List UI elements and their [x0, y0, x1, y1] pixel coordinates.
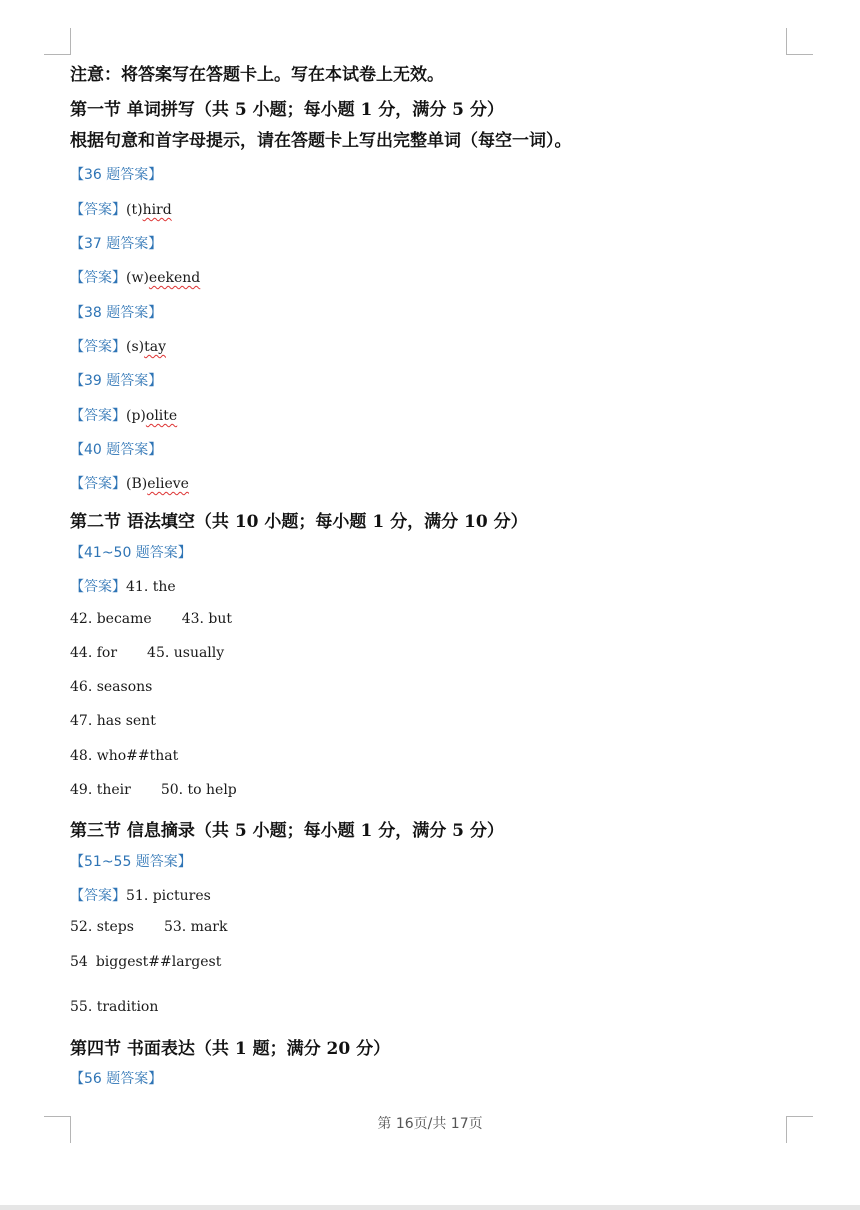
section-4-title: 第四节 书面表达（共 1 题；满分 20 分）: [70, 1039, 391, 1059]
q40-answer: [70, 473, 189, 493]
answer-row: [70, 782, 237, 798]
answer-50: 50. to help: [160, 782, 237, 798]
page-corner-mark: [786, 28, 813, 55]
answer-42: 42. became: [70, 611, 152, 627]
answer-tag: 【答案】: [70, 270, 126, 286]
page-corner-mark: [44, 28, 71, 55]
answer-45: 45. usually: [147, 645, 225, 661]
answer-tag: 【答案】: [70, 888, 126, 904]
answer-43: 43. but: [181, 611, 233, 627]
answer-tag: 【答案】: [70, 339, 126, 355]
section-3-title: 第三节 信息摘录（共 5 小题；每小题 1 分，满分 5 分）: [70, 821, 504, 841]
q38-label: 【38 题答案】: [70, 305, 163, 321]
answer-46: 46. seasons: [70, 679, 153, 695]
section-2-title: 第二节 语法填空（共 10 小题；每小题 1 分，满分 10 分）: [70, 512, 528, 532]
answer-word: olite: [145, 408, 178, 424]
answer-word: hird: [142, 202, 172, 218]
q41-answer: [70, 576, 176, 596]
answer-55: 55. tradition: [70, 999, 159, 1015]
answer-word: elieve: [147, 476, 189, 492]
answer-text: 41. the: [126, 579, 176, 595]
answer-row: [70, 919, 227, 935]
q40-label: 【40 题答案】: [70, 442, 163, 458]
answer-prefix: (s): [126, 339, 145, 355]
answer-prefix: (B): [126, 476, 148, 492]
answer-tag: 【答案】: [70, 408, 126, 424]
answer-53: 53. mark: [163, 919, 228, 935]
answer-word: eekend: [148, 270, 201, 286]
notice: 注意：将答案写在答题卡上。写在本试卷上无效。: [70, 65, 444, 85]
q51-55-label: 【51~55 题答案】: [70, 854, 192, 870]
answer-text: 51. pictures: [126, 888, 211, 904]
q39-answer: [70, 405, 177, 425]
answer-row: [70, 954, 221, 970]
answer-row: [70, 645, 224, 661]
answer-tag: 【答案】: [70, 476, 126, 492]
q37-answer: [70, 267, 200, 287]
answer-54-number: 54: [70, 954, 88, 970]
answer-47: 47. has sent: [70, 713, 156, 729]
q36-answer: [70, 199, 172, 219]
answer-prefix: (w): [126, 270, 149, 286]
bottom-scrollbar[interactable]: [0, 1205, 860, 1210]
section-1-title: 第一节 单词拼写（共 5 小题；每小题 1 分，满分 5 分）: [70, 100, 504, 120]
answer-49: 49. their: [70, 782, 131, 798]
answer-44: 44. for: [70, 645, 118, 661]
q38-answer: [70, 336, 166, 356]
q39-label: 【39 题答案】: [70, 373, 163, 389]
answer-prefix: (p): [126, 408, 146, 424]
answer-prefix: (t): [126, 202, 143, 218]
section-1-instruction: 根据句意和首字母提示，请在答题卡上写出完整单词（每空一词）。: [70, 131, 572, 151]
answer-52: 52. steps: [70, 919, 134, 935]
answer-word: tay: [144, 339, 166, 355]
answer-54: biggest##largest: [95, 954, 222, 970]
answer-tag: 【答案】: [70, 202, 126, 218]
q36-label: 【36 题答案】: [70, 167, 163, 183]
q51-answer: [70, 885, 211, 905]
page-footer: 第 16页/共 17页: [377, 1116, 483, 1132]
q41-50-label: 【41~50 题答案】: [70, 545, 192, 561]
answer-row: [70, 611, 232, 627]
answer-tag: 【答案】: [70, 579, 126, 595]
answer-48: 48. who##that: [70, 748, 179, 764]
q37-label: 【37 题答案】: [70, 236, 163, 252]
q56-label: 【56 题答案】: [70, 1071, 163, 1087]
